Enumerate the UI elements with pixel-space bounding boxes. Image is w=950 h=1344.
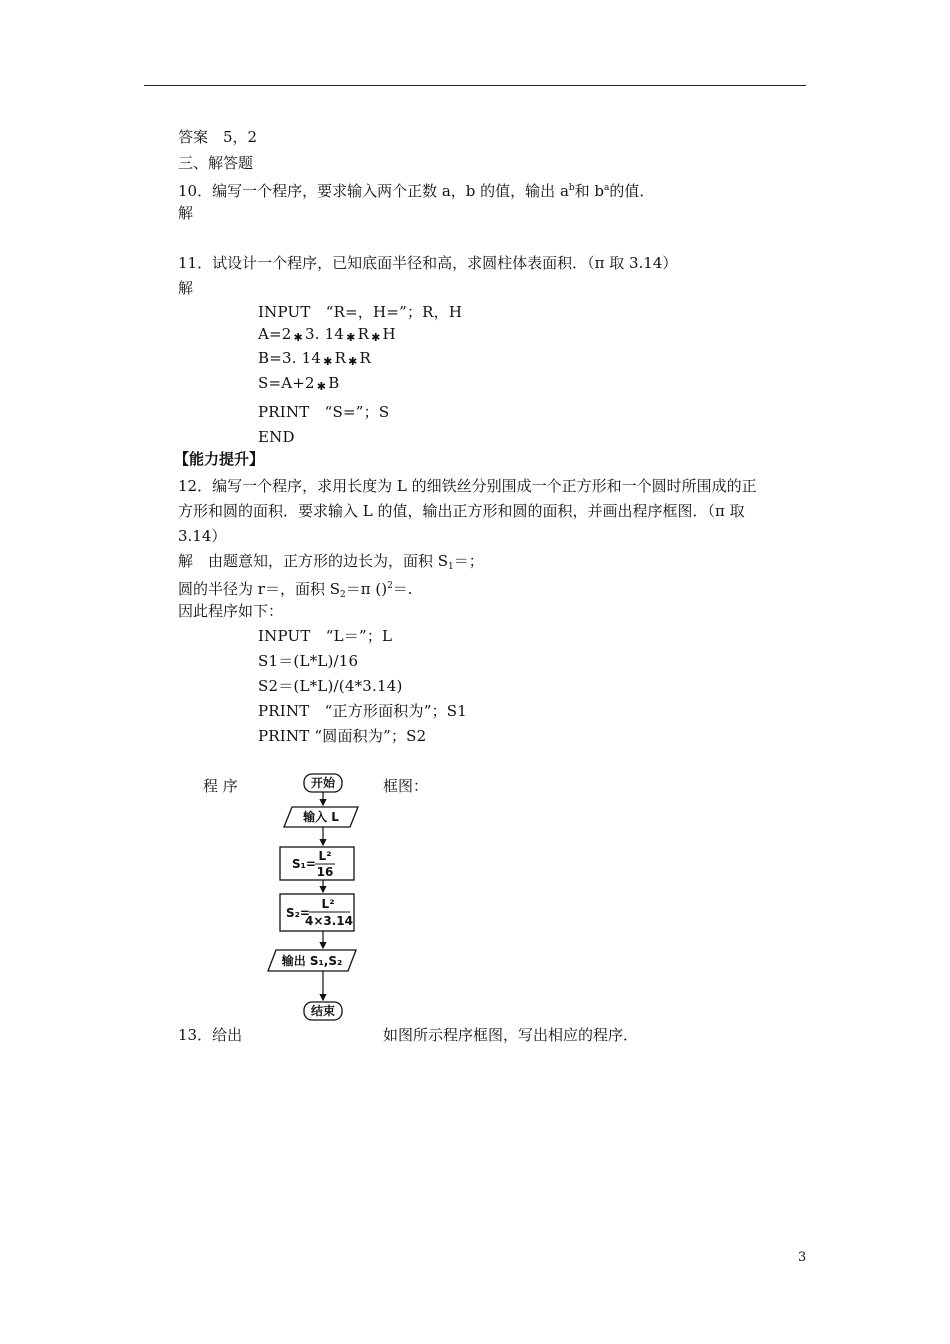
flow-end-label: 结束: [310, 1004, 336, 1018]
q12-solution-3: 因此程序如下：: [178, 602, 284, 620]
question-10: [178, 178, 654, 201]
q11-code-line-1: INPUT “R=，H=”；R，H: [258, 303, 463, 321]
flowchart: [262, 768, 372, 1028]
code-text: 3. 14: [304, 325, 345, 343]
code-text: H: [382, 325, 396, 343]
flow-s2-numerator: L²: [321, 897, 335, 911]
code-text: A=2: [258, 325, 292, 343]
subscript: 2: [339, 590, 346, 600]
code-text: S=A+2: [258, 374, 315, 392]
flow-input-label: 输入 L: [303, 810, 339, 824]
section-ability: 【能力提升】: [174, 450, 265, 468]
q10-text-a: 编写一个程序，要求输入两个正数 a，b 的值，输出 a: [212, 182, 569, 200]
q12-code-line-4: PRINT “正方形面积为”；S1: [258, 702, 467, 720]
flow-label-right: 框图：: [383, 777, 429, 795]
header-rule: [144, 85, 806, 86]
flow-label-left: 程 序: [203, 777, 238, 795]
q12-line-2: 方形和圆的面积．要求输入 L 的值，输出正方形和圆的面积，并画出程序框图．（π 取: [178, 502, 745, 520]
star-icon: ✱: [293, 331, 303, 344]
q12-code-line-5: PRINT “圆面积为”；S2: [258, 727, 427, 745]
q12-solution-1: [178, 551, 484, 577]
star-icon: ✱: [346, 331, 356, 344]
code-text: R: [359, 349, 372, 367]
q10-sup-a: a: [604, 183, 610, 193]
q11-jie: 解: [178, 279, 194, 297]
star-icon: ✱: [323, 355, 333, 368]
text: ＝π (): [345, 580, 388, 598]
flow-s1-numerator: L²: [318, 849, 332, 863]
text: 解 由题意知，正方形的边长为，面积 S: [178, 552, 449, 570]
code-text: B=3. 14: [258, 349, 322, 367]
flow-s1-lhs: S₁=: [292, 857, 316, 871]
q11-code-line-6: END: [258, 428, 295, 446]
star-icon: ✱: [371, 331, 381, 344]
code-text: B: [328, 374, 340, 392]
question-11: 11．试设计一个程序，已知底面半径和高，求圆柱体表面积．（π 取 3.14）: [178, 254, 678, 272]
flow-s2-lhs: S₂=: [286, 906, 310, 920]
text: ＝；: [453, 552, 484, 570]
q10-sup-b: b: [568, 183, 575, 193]
q10-text-b: 和 b: [574, 182, 605, 200]
q10-number: 10．: [178, 182, 213, 200]
code-text: R: [334, 349, 347, 367]
code-text: R: [357, 325, 370, 343]
flow-output-label: 输出 S₁,S₂: [281, 954, 343, 968]
q12-code-line-2: S1＝(L*L)/16: [258, 652, 359, 670]
flow-start-label: 开始: [310, 776, 336, 790]
text: ＝.: [392, 580, 413, 598]
subscript: 1: [448, 562, 454, 572]
flow-s2-denominator: 4×3.14: [304, 914, 354, 928]
page-number: 3: [798, 1250, 807, 1265]
q11-code-line-3: [258, 348, 371, 372]
superscript: 2: [387, 581, 393, 591]
star-icon: ✱: [348, 355, 358, 368]
q12-line-3: 3.14）: [178, 527, 227, 545]
q10-text-c: 的值．: [609, 182, 655, 200]
q12-line-1: 12．编写一个程序，求用长度为 L 的细铁丝分别围成一个正方形和一个圆时所围成的正: [178, 477, 757, 495]
q12-code-line-1: INPUT “L＝”；L: [258, 627, 393, 645]
q11-code-line-2: [258, 324, 396, 348]
q13-right: 如图所示程序框图，写出相应的程序．: [383, 1026, 639, 1044]
text: 圆的半径为 r＝，面积 S: [178, 580, 340, 598]
flow-s1-denominator: 16: [316, 865, 334, 879]
answer-line: 答案 5，2: [178, 128, 258, 146]
q12-code-line-3: S2＝(L*L)/(4*3.14): [258, 677, 403, 695]
star-icon: ✱: [316, 380, 327, 393]
section-title: 三、解答题: [178, 154, 254, 172]
q11-code-line-4: [258, 373, 339, 397]
q13-left: 13．给出: [178, 1026, 243, 1044]
q11-code-line-5: PRINT “S=”；S: [258, 403, 390, 421]
q10-jie: 解: [178, 204, 194, 222]
